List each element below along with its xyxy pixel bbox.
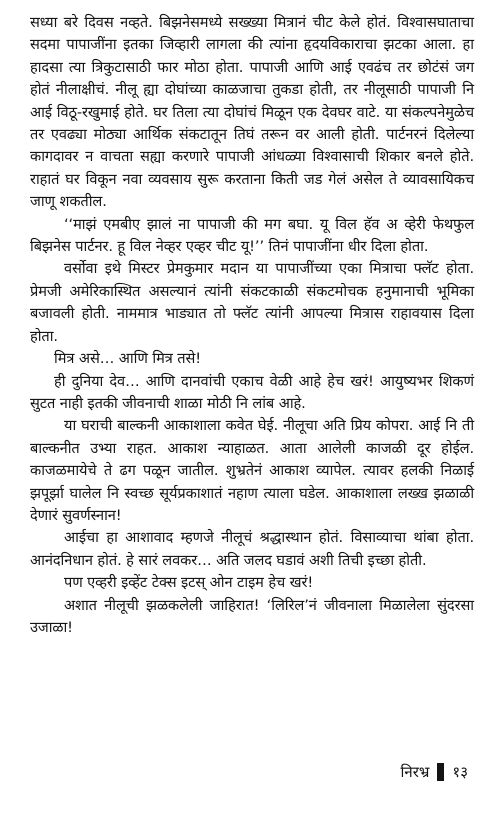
paragraph-5: ही दुनिया देव… आणि दानवांची एकाच वेळी आहे हेच खरं! आयुष्यभर शिकणं सुटत नाही इतकी जीवनाची शाळा मोठी नि लांब आहे. <box>30 372 474 412</box>
book-title: निरभ्र <box>400 763 430 781</box>
paragraph-1: सध्या बरे दिवस नव्हते. बिझनेसमध्ये सख्ख्या मित्रानं चीट केले होतं. विश्वासघाताचा सदमा पापाजींना इतका जिव्हारी लागला की त्यांना हृदयविकाराचा झटका आला. हा हादसा त्या त्रिकुटासाठी फार मोठा होता. पापाजी आणि आई एवढंच तर छोटंसं जग होतं नीलाक्षीचं. नीलू ह्या दोघांच्या काळजाचा तुकडा होती, तर नीलूसाठी पापाजी नि आई विठू-रखुमाई होते. घर तिला त्या दोघांचं मिळून एक देवघर वाटे. या संकल्पनेमुळेच तर एवढ्या मोठ्या आर्थिक संकटातून तिघं तरून वर आली होती. पार्टनरनं दिलेल्या कागदावर न वाचता सह्या करणारे पापाजी आंधळ्या विश्वासाची शिकार बनले होते. राहातं घर विकून नवा व्यवसाय सुरू करताना किती जड गेलं असेल ते व्यावसायिकच जाणू शकतील. <box>30 14 474 211</box>
paragraph-4: मित्र असे… आणि मित्र तसे! <box>54 350 201 368</box>
paragraph-3: वर्सोवा इथे मिस्टर प्रेमकुमार मदान या पापाजींच्या एका मित्राचा फ्लॅट होता. प्रेमजी अमेरिकास्थित असल्यानं त्यांनी संकटकाळी संकटमोचक हनुमानाची भूमिका बजावली होती. नाममात्र भाड्यात तो फ्लॅट त्यांनी आपल्या मित्रास राहावयास दिला होता. <box>30 260 474 345</box>
paragraph-6: या घराची बाल्कनी आकाशाला कवेत घेई. नीलूचा अति प्रिय कोपरा. आई नि ती बाल्कनीत उभ्या राहत. आकाश न्याहाळत. आता आलेली काजळी दूर होईल. काजळमायेचे ते ढग पळून जातील. शुभ्रतेनं आकाश व्यापेल. त्यावर हलकी निळाई झपूर्झा घालेल नि स्वच्छ सूर्यप्रकाशातं नहाण त्याला घडेल. आकाशाला लख्ख झळाळी देणारं सुवर्णस्नान! <box>30 417 474 524</box>
footer-divider-bar <box>437 763 444 781</box>
page-number: १३ <box>452 763 468 781</box>
page-footer <box>401 762 469 782</box>
paragraph-2: ‘‘माझं एमबीए झालं ना पापाजी की मग बघा. यू विल हॅव अ व्हेरी फेथफुल बिझनेस पार्टनर. हू विल नेव्हर एव्हर चीट यू!’’ तिनं पापाजींना धीर दिला होता. <box>30 215 474 256</box>
body-text <box>30 12 474 639</box>
paragraph-7: आईचा हा आशावाद म्हणजे नीलूचं श्रद्धास्थान होतं. विसाव्याचा थांबा होता. आनंदनिधान होतं. हे सारं लवकर… अति जलद घडावं अशी तिची इच्छा होती. <box>30 529 474 569</box>
paragraph-9: अशात नीलूची झळकलेली जाहिरात! ‘लिरिल’नं जीवनाला मिळालेला सुंदरसा उजाळा! <box>30 596 474 636</box>
paragraph-8: पण एव्हरी इव्हेंट टेक्स इटस् ओन टाइम हेच खरं! <box>64 574 314 592</box>
